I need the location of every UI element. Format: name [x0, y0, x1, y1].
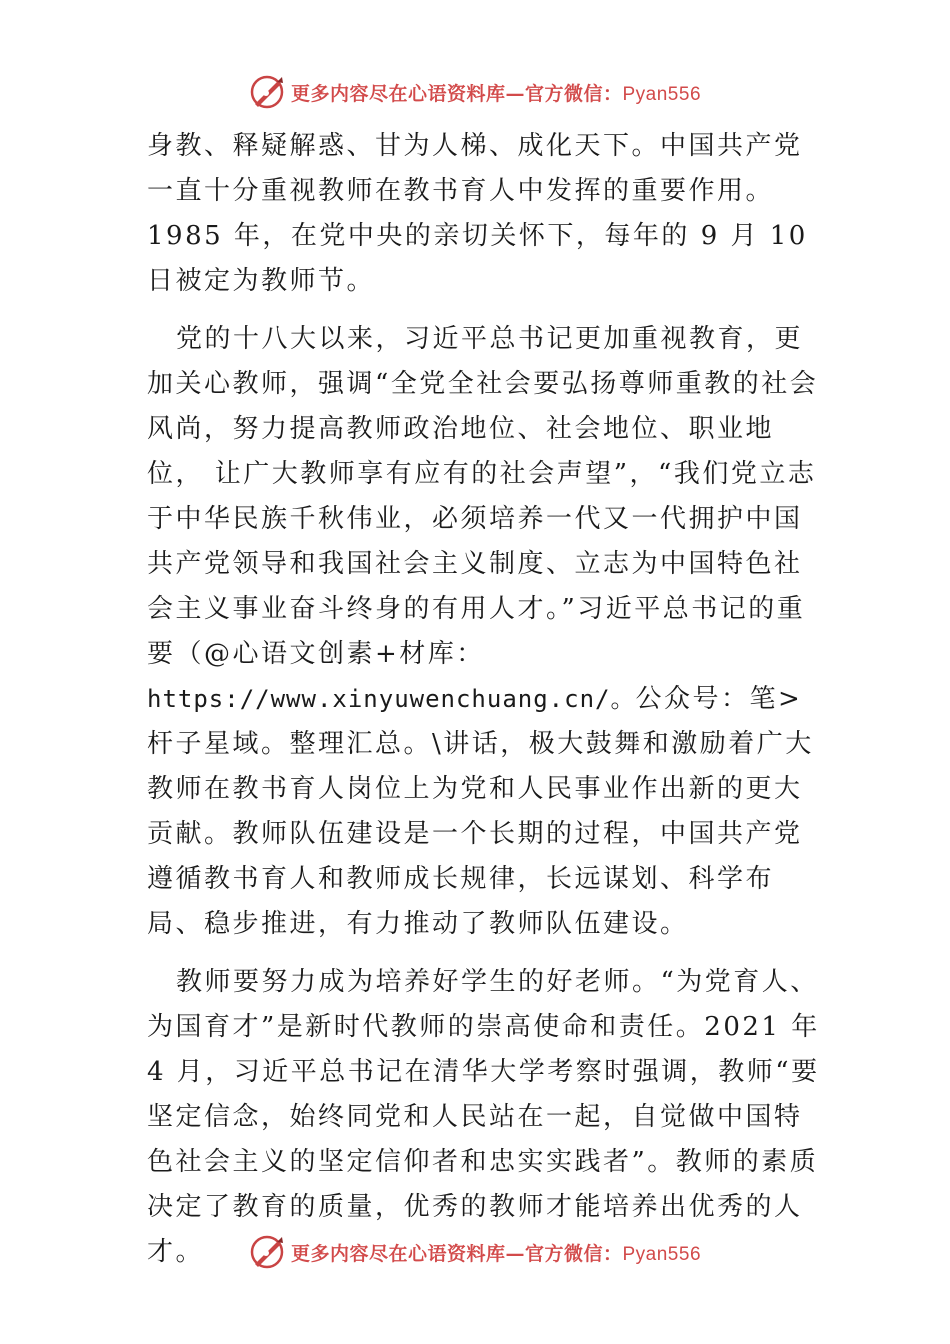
- footer-banner: [0, 1232, 950, 1272]
- paragraph-1: 身教、释疑解惑、甘为人梯、成化天下。中国共产党一直十分重视教师在教书育人中发挥的重要作用。1985 年，在党中央的亲切关怀下，每年的 9 月 10 日被定为教师节。: [147, 131, 808, 296]
- paragraph-2-text-a: 党的十八大以来，习近平总书记更加重视教育，更加关心教师，强调“全党全社会要弘扬尊师重教的社会风尚，努力提高教师政治地位、社会地位、职业地位， 让广大教师享有应有的社会声望”，“我们党立志于中华民族千秋伟业，必须培养一代又一代拥护中国共产党领导和我国社会主义制度、立志为中国特色社会主义事业奋斗终身的有用人才。”习近平总书记的重要（@心语文创素+材库：: [147, 324, 819, 669]
- pen-logo-icon: [249, 1234, 285, 1270]
- document-body: [147, 124, 827, 1275]
- paragraph-2-text-b: 公众号：笔>杆子星域。整理汇总。\讲话，极大鼓舞和激励着广大教师在教书育人岗位上为党和人民事业作出新的更大贡献。教师队伍建设是一个长期的过程，中国共产党遵循教书育人和教师成长规律，长远谋划、科学布局、稳步推进，有力推动了教师队伍建设。: [147, 684, 814, 939]
- wechat-id: Pyan556: [622, 83, 702, 105]
- paragraph-3: 教师要努力成为培养好学生的好老师。“为党育人、为国育才”是新时代教师的崇高使命和责任。2021 年 4 月，习近平总书记在清华大学考察时强调，教师“要坚定信念，始终同党和人民站在一起，自觉做中国特色社会主义的坚定信仰者和忠实实践者”。教师的素质决定了教育的质量，优秀的教师才能培养出优秀的人才。: [147, 967, 820, 1267]
- paragraph-2-url: https://www.xinyuwenchuang.cn/。: [147, 685, 636, 713]
- paragraph-2: [147, 317, 827, 947]
- banner-text: 更多内容尽在心语资料库—官方微信：Pyan556: [290, 82, 702, 105]
- pen-logo-icon: [249, 74, 285, 110]
- wechat-id: Pyan556: [622, 1243, 702, 1265]
- banner-text: 更多内容尽在心语资料库—官方微信：Pyan556: [290, 1242, 702, 1265]
- header-banner: [0, 72, 950, 112]
